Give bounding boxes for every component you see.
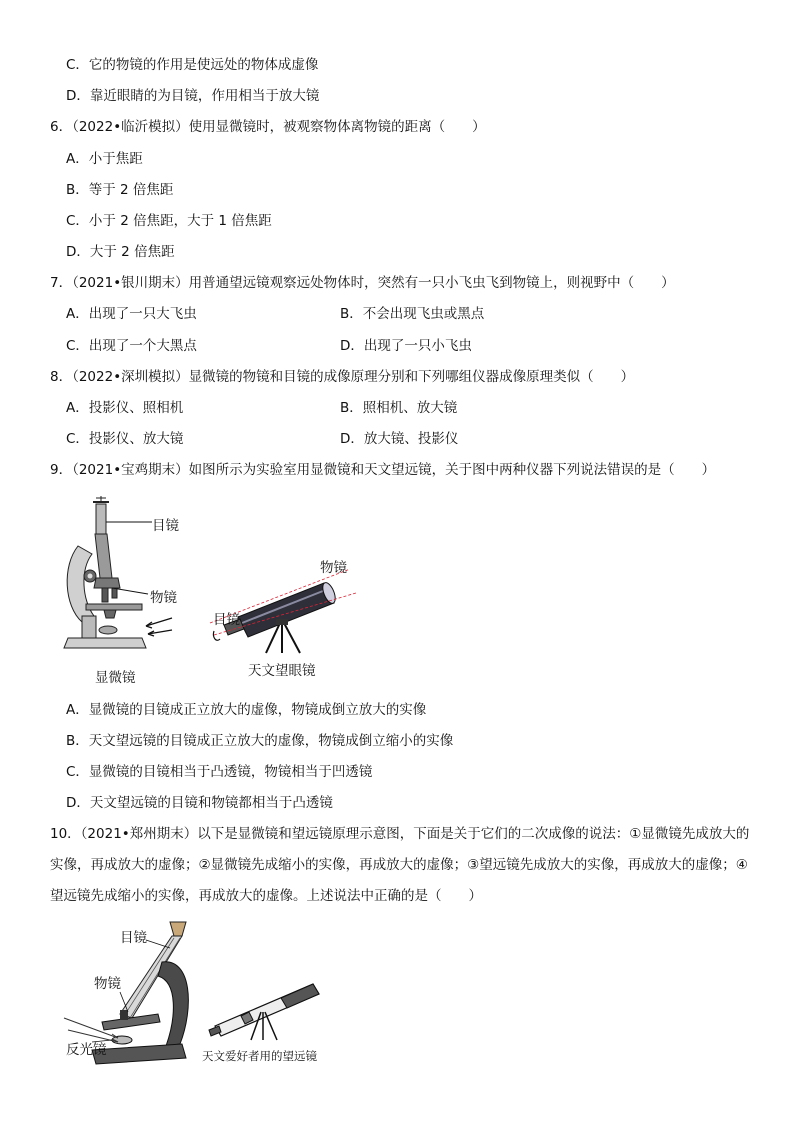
q9-option-c: C．显微镜的目镜相当于凸透镜，物镜相当于凹透镜 <box>66 764 373 780</box>
q7-option-b: B．不会出现飞虫或黑点 <box>340 306 485 322</box>
q7-option-a: A．出现了一只大飞虫 <box>66 306 197 322</box>
q9-telescope-objective-label: 物镜 <box>320 560 347 576</box>
q9-microscope-eyepiece-label: 目镜 <box>152 518 179 534</box>
q9-stem: 9．（2021•宝鸡期末）如图所示为实验室用显微镜和天文望远镜，关于图中两种仪器下列说法错误的是（ ） <box>50 462 716 478</box>
q10-stem: 10．（2021•郑州期末）以下是显微镜和望远镜原理示意图，下面是关于它们的二次成像的说法：①显微镜先成放大的实像，再成放大的虚像；②显微镜先成缩小的实像，再成放大的虚像；③望远镜先成放大的实像，再成放大的虚像；④望远镜先成缩小的实像，再成放大的虚像。上述说法中正确的是（ ） <box>50 826 750 904</box>
q8-option-c: C．投影仪、放大镜 <box>66 431 184 447</box>
q9-option-d: D．天文望远镜的目镜和物镜都相当于凸透镜 <box>66 795 333 811</box>
q5-option-c: C．它的物镜的作用是使远处的物体成虚像 <box>66 57 319 73</box>
q9-telescope-eyepiece-label: 目镜 <box>213 612 240 628</box>
q7-stem: 7．（2021•银川期末）用普通望远镜观察远处物体时，突然有一只小飞虫飞到物镜上，则视野中（ ） <box>50 275 675 291</box>
q8-option-a: A．投影仪、照相机 <box>66 400 184 416</box>
q6-option-c: C．小于 2 倍焦距，大于 1 倍焦距 <box>66 213 272 229</box>
q7-option-c: C．出现了一个大黑点 <box>66 338 197 354</box>
q10-telescope-caption: 天文爱好者用的望远镜 <box>202 1049 317 1063</box>
q6-stem: 6．（2022•临沂模拟）使用显微镜时，被观察物体离物镜的距离（ ） <box>50 119 486 135</box>
q7-option-d: D．出现了一只小飞虫 <box>340 338 472 354</box>
q10-objective-label: 物镜 <box>94 976 121 992</box>
q9-telescope-caption: 天文望眼镜 <box>248 663 316 679</box>
q6-option-d: D．大于 2 倍焦距 <box>66 244 175 260</box>
q5-option-d: D．靠近眼睛的为目镜，作用相当于放大镜 <box>66 88 320 104</box>
q9-option-a: A．显微镜的目镜成正立放大的虚像，物镜成倒立放大的实像 <box>66 702 427 718</box>
q9-microscope-caption: 显微镜 <box>95 670 136 686</box>
q10-eyepiece-label: 目镜 <box>120 930 147 946</box>
q9-microscope-objective-label: 物镜 <box>150 590 177 606</box>
q6-option-a: A．小于焦距 <box>66 151 143 167</box>
q8-option-b: B．照相机、放大镜 <box>340 400 458 416</box>
q8-stem: 8．（2022•深圳模拟）显微镜的物镜和目镜的成像原理分别和下列哪组仪器成像原理类似（ ） <box>50 369 635 385</box>
q10-telescope-figure <box>205 978 330 1042</box>
q10-mirror-label: 反光镜 <box>66 1042 107 1058</box>
q9-option-b: B．天文望远镜的目镜成正立放大的虚像，物镜成倒立缩小的实像 <box>66 733 454 749</box>
q6-option-b: B．等于 2 倍焦距 <box>66 182 174 198</box>
q8-option-d: D．放大镜、投影仪 <box>340 431 459 447</box>
